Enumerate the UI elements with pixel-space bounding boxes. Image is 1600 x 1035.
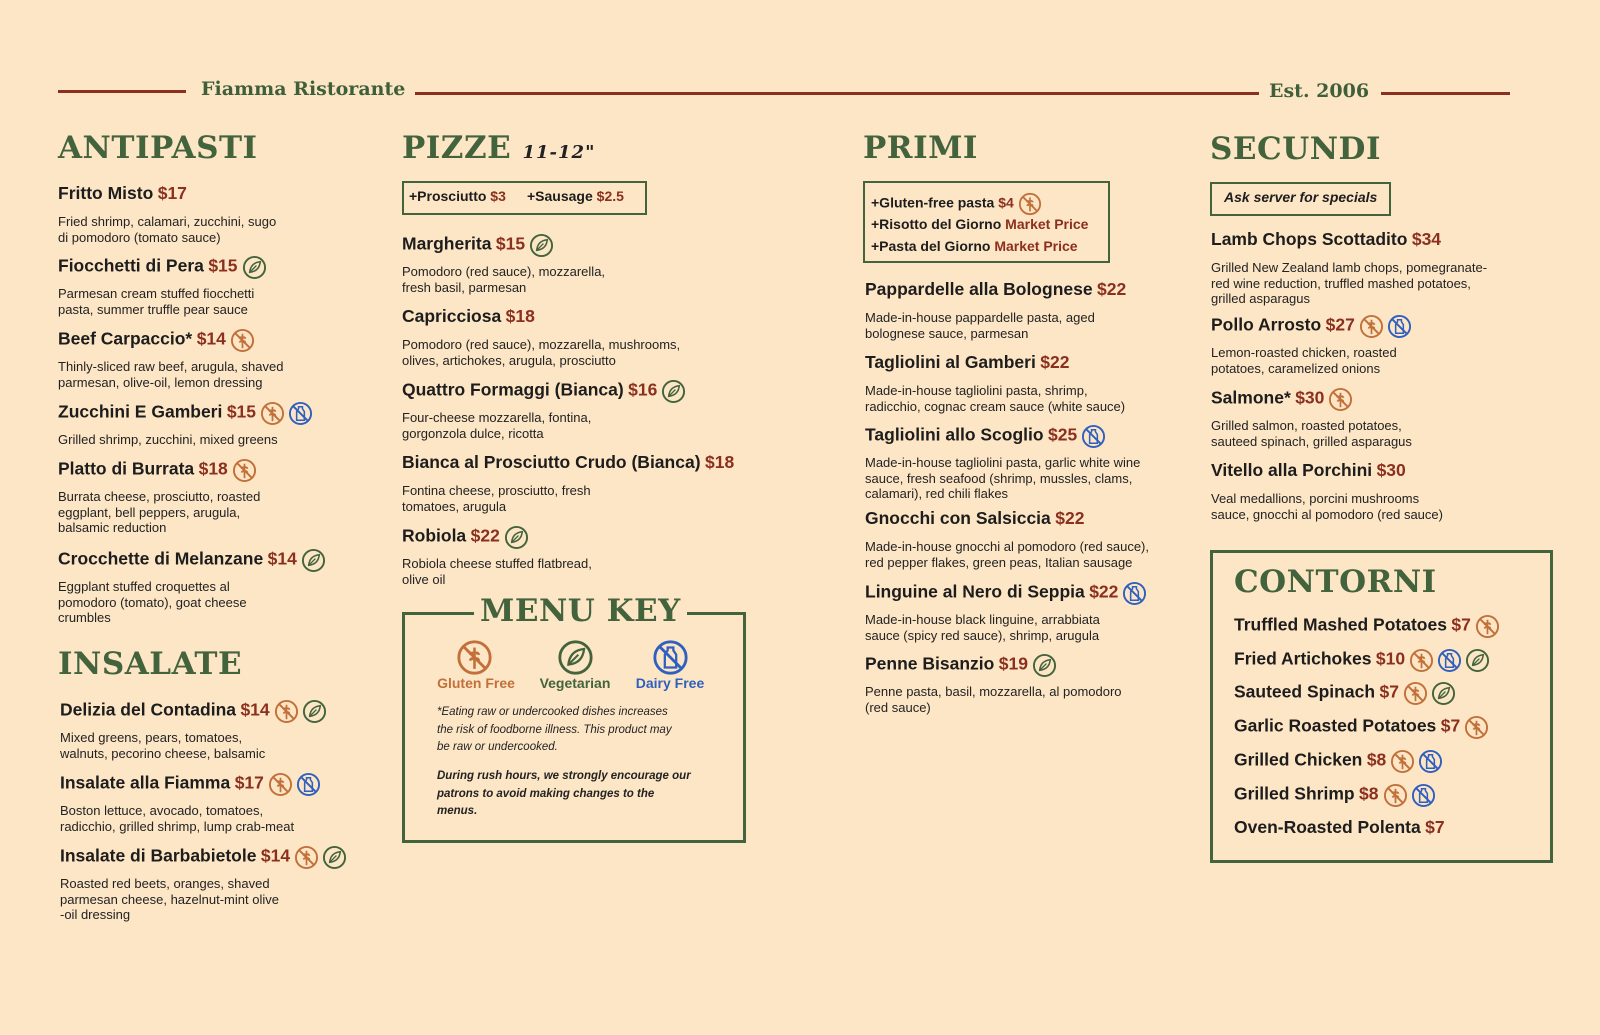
item-price: $7 xyxy=(1440,715,1461,736)
item-description: Made-in-house gnocchi al pomodoro (red sauce), red pepper flakes, green peas, Italian sausage xyxy=(865,539,1149,570)
item-description: Made-in-house tagliolini pasta, shrimp, radicchio, cognac cream sauce (white sauce) xyxy=(865,383,1126,414)
item-price: $18 xyxy=(505,306,535,326)
item-price: $22 xyxy=(1097,279,1127,299)
gluten-free-icon xyxy=(1464,715,1489,740)
gluten-free-label: Gluten Free xyxy=(437,675,515,691)
item-name: Tagliolini allo Scoglio xyxy=(865,424,1044,445)
item-description: Lemon-roasted chicken, roasted potatoes, caramelized onions xyxy=(1211,345,1397,376)
item-name: Lamb Chops Scottadito xyxy=(1211,229,1408,249)
item-price: $14 xyxy=(240,699,270,720)
item-description: Made-in-house pappardelle pasta, aged bolognese sauce, parmesan xyxy=(865,310,1095,341)
gluten-free-icon xyxy=(260,401,285,426)
item-name: Salmone* xyxy=(1211,387,1291,408)
item-name: Margherita xyxy=(402,233,492,254)
menu-item xyxy=(865,653,1057,678)
header-rule-middle xyxy=(415,92,1259,95)
gluten-free-icon xyxy=(1383,783,1408,808)
item-price: $22 xyxy=(1089,581,1119,602)
vegetarian-icon xyxy=(661,379,686,404)
item-name: Vitello alla Porchini xyxy=(1211,460,1373,480)
pizze-title: PIZZE xyxy=(402,130,512,166)
menu-item xyxy=(1211,387,1353,412)
item-diet-icons xyxy=(242,255,267,280)
item-diet-icons xyxy=(661,379,686,404)
item-name: Pappardelle alla Bolognese xyxy=(865,279,1093,299)
item-name: Tagliolini al Gamberi xyxy=(865,352,1036,372)
gluten-free-icon xyxy=(1475,614,1500,639)
item-name: Linguine al Nero di Seppia xyxy=(865,581,1085,602)
menu-key-heading: MENU KEY xyxy=(474,593,687,629)
item-name: Grilled Chicken xyxy=(1234,749,1363,770)
vegetarian-icon xyxy=(1032,653,1057,678)
menu-item xyxy=(865,581,1147,606)
pizze-addon-prosciutto: +Prosciutto $3 xyxy=(409,188,506,204)
item-diet-icons xyxy=(1403,681,1456,706)
item-description: Fontina cheese, prosciutto, fresh tomatoes, arugula xyxy=(402,483,591,514)
primi-addon-pasta-giorno: +Pasta del Giorno Market Price xyxy=(871,238,1078,254)
item-description: Robiola cheese stuffed flatbread, olive oil xyxy=(402,556,592,587)
item-price: $7 xyxy=(1451,614,1471,635)
item-description: Grilled shrimp, zucchini, mixed greens xyxy=(58,432,278,447)
item-price: $22 xyxy=(1040,352,1070,372)
item-diet-icons xyxy=(1383,783,1436,808)
item-description: Roasted red beets, oranges, shaved parmesan cheese, hazelnut-mint olive -oil dressing xyxy=(60,876,279,922)
item-diet-icons xyxy=(294,845,347,870)
primi-heading: PRIMI xyxy=(863,130,978,166)
gluten-free-icon xyxy=(1403,681,1428,706)
item-diet-icons xyxy=(1032,653,1057,678)
menu-item xyxy=(58,328,255,353)
menu-item xyxy=(1211,460,1406,481)
item-name: Fritto Misto xyxy=(58,183,154,203)
item-price: $25 xyxy=(1048,424,1078,445)
item-name: Fried Artichokes xyxy=(1234,648,1372,669)
item-description: Boston lettuce, avocado, tomatoes, radicchio, grilled shrimp, lump crab-meat xyxy=(60,803,295,834)
menu-item xyxy=(58,458,257,483)
item-name: Insalate alla Fiamma xyxy=(60,772,231,793)
menu-item xyxy=(1211,229,1441,250)
dairy-free-icon xyxy=(652,639,689,676)
item-name: Delizia del Contadina xyxy=(60,699,236,720)
item-name: Fiocchetti di Pera xyxy=(58,255,204,276)
item-description: Pomodoro (red sauce), mozzarella, mushrooms, olives, artichokes, arugula, prosciutto xyxy=(402,337,681,368)
menu-item xyxy=(1234,648,1490,673)
menu-item xyxy=(402,306,535,327)
menu-item xyxy=(60,772,321,797)
item-diet-icons xyxy=(1081,424,1106,449)
item-diet-icons xyxy=(1359,314,1412,339)
item-price: $30 xyxy=(1295,387,1325,408)
item-description: Parmesan cream stuffed fiocchetti pasta, summer truffle pear sauce xyxy=(58,286,255,317)
item-name: Oven-Roasted Polenta xyxy=(1234,817,1421,837)
item-price: $7 xyxy=(1379,681,1399,702)
item-description: Fried shrimp, calamari, zucchini, sugo di pomodoro (tomato sauce) xyxy=(58,214,277,245)
item-name: Sauteed Spinach xyxy=(1234,681,1376,702)
item-price: $16 xyxy=(628,379,658,400)
gluten-free-icon xyxy=(274,699,299,724)
item-diet-icons xyxy=(274,699,327,724)
gluten-free-icon xyxy=(230,328,255,353)
menu-item xyxy=(865,352,1069,373)
raw-food-warning: *Eating raw or undercooked dishes increases the risk of foodborne illness. This product may be raw or undercooked. xyxy=(437,706,672,753)
menu-item xyxy=(1234,749,1443,774)
dairy-free-icon xyxy=(288,401,313,426)
item-name: Platto di Burrata xyxy=(58,458,195,479)
vegetarian-icon xyxy=(322,845,347,870)
item-description: Thinly-sliced raw beef, arugula, shaved parmesan, olive-oil, lemon dressing xyxy=(58,359,284,390)
item-price: $30 xyxy=(1376,460,1406,480)
menu-item xyxy=(58,183,187,204)
item-description: Penne pasta, basil, mozzarella, al pomodoro (red sauce) xyxy=(865,684,1122,715)
gluten-free-icon xyxy=(456,639,493,676)
item-name: Bianca al Prosciutto Crudo (Bianca) xyxy=(402,452,701,472)
menu-item xyxy=(1234,783,1436,808)
specials-note: Ask server for specials xyxy=(1224,189,1378,205)
item-price: $17 xyxy=(234,772,264,793)
item-name: Robiola xyxy=(402,525,467,546)
vegetarian-icon xyxy=(529,233,554,258)
item-price: $18 xyxy=(198,458,228,479)
secundi-heading: SECUNDI xyxy=(1210,131,1381,167)
item-description: Eggplant stuffed croquettes al pomodoro (tomato), goat cheese crumbles xyxy=(58,579,247,625)
item-name: Penne Bisanzio xyxy=(865,653,995,674)
item-price: $15 xyxy=(495,233,526,254)
insalate-heading: INSALATE xyxy=(58,646,243,682)
vegetarian-icon xyxy=(1431,681,1456,706)
menu-key-vegetarian xyxy=(535,639,615,691)
item-price: $22 xyxy=(1055,508,1085,528)
item-name: Beef Carpaccio* xyxy=(58,328,193,349)
item-price: $22 xyxy=(470,525,500,546)
item-description: Made-in-house tagliolini pasta, garlic white wine sauce, fresh seafood (shrimp, mussles, clams, calamari), red chili flakes xyxy=(865,455,1141,501)
item-diet-icons xyxy=(1475,614,1500,639)
vegetarian-label: Vegetarian xyxy=(539,675,611,691)
menu-item xyxy=(865,279,1126,300)
item-name: Capricciosa xyxy=(402,306,502,326)
item-diet-icons xyxy=(1409,648,1490,673)
pizze-heading xyxy=(402,130,595,166)
dairy-free-icon xyxy=(1437,648,1462,673)
primi-addon-risotto: +Risotto del Giorno Market Price xyxy=(871,216,1089,232)
item-description: Made-in-house black linguine, arrabbiata sauce (spicy red sauce), shrimp, arugula xyxy=(865,612,1100,643)
item-price: $34 xyxy=(1411,229,1442,249)
dairy-free-label: Dairy Free xyxy=(635,675,705,691)
gluten-free-icon xyxy=(1359,314,1384,339)
menu-key-gluten-free xyxy=(436,639,516,691)
item-name: Pollo Arrosto xyxy=(1211,314,1322,335)
item-price: $14 xyxy=(267,548,297,569)
restaurant-name: Fiamma Ristorante xyxy=(201,78,406,100)
dairy-free-icon xyxy=(1418,749,1443,774)
item-name: Crocchette di Melanzane xyxy=(58,548,264,569)
item-price: $14 xyxy=(260,845,291,866)
contorni-heading: CONTORNI xyxy=(1234,564,1437,600)
item-price: $15 xyxy=(208,255,238,276)
item-price: $14 xyxy=(196,328,226,349)
menu-item xyxy=(865,424,1106,449)
menu-item xyxy=(402,379,686,404)
item-description: Grilled New Zealand lamb chops, pomegranate- red wine reduction, truffled mashed potatoes, grilled asparagus xyxy=(1211,260,1488,306)
item-diet-icons xyxy=(1390,749,1443,774)
established-year: Est. 2006 xyxy=(1269,80,1370,102)
gluten-free-icon xyxy=(294,845,319,870)
header-rule-left xyxy=(58,90,186,93)
gluten-free-icon xyxy=(1390,749,1415,774)
item-diet-icons xyxy=(504,525,529,550)
dairy-free-icon xyxy=(1387,314,1412,339)
rush-hour-note: During rush hours, we strongly encourage our patrons to avoid making changes to the menus. xyxy=(437,770,691,817)
menu-item xyxy=(60,699,327,724)
item-price: $27 xyxy=(1325,314,1355,335)
item-diet-icons xyxy=(1122,581,1147,606)
primi-addon-gluten-free-pasta: +Gluten-free pasta $4 xyxy=(871,192,1042,216)
item-price: $15 xyxy=(226,401,257,422)
vegetarian-icon xyxy=(242,255,267,280)
menu-item xyxy=(402,233,554,258)
vegetarian-icon xyxy=(302,699,327,724)
dairy-free-icon xyxy=(296,772,321,797)
vegetarian-icon xyxy=(504,525,529,550)
item-name: Insalate di Barbabietole xyxy=(60,845,257,866)
menu-key-dairy-free xyxy=(630,639,710,691)
vegetarian-icon xyxy=(301,548,326,573)
menu-item xyxy=(865,508,1084,529)
item-price: $8 xyxy=(1359,783,1379,804)
gluten-free-icon xyxy=(1328,387,1353,412)
item-diet-icons xyxy=(230,328,255,353)
dairy-free-icon xyxy=(1411,783,1436,808)
item-name: Grilled Shrimp xyxy=(1234,783,1355,804)
menu-item xyxy=(1234,681,1456,706)
vegetarian-icon xyxy=(557,639,594,676)
menu-item xyxy=(58,255,267,280)
item-price: $18 xyxy=(704,452,735,472)
menu-item xyxy=(402,525,529,550)
item-name: Gnocchi con Salsiccia xyxy=(865,508,1051,528)
item-description: Grilled salmon, roasted potatoes, sauteed spinach, grilled asparagus xyxy=(1211,418,1412,449)
item-description: Mixed greens, pears, tomatoes, walnuts, pecorino cheese, balsamic xyxy=(60,730,266,761)
menu-item xyxy=(60,845,347,870)
item-price: $17 xyxy=(157,183,187,203)
menu-item xyxy=(1234,817,1445,838)
gluten-free-icon xyxy=(268,772,293,797)
item-diet-icons xyxy=(260,401,313,426)
dairy-free-icon xyxy=(1081,424,1106,449)
item-diet-icons xyxy=(268,772,321,797)
item-diet-icons xyxy=(301,548,326,573)
item-description: Burrata cheese, prosciutto, roasted eggplant, bell peppers, arugula, balsamic reduction xyxy=(58,489,261,535)
item-price: $8 xyxy=(1366,749,1387,770)
antipasti-heading: ANTIPASTI xyxy=(58,130,258,166)
gluten-free-icon xyxy=(232,458,257,483)
menu-item xyxy=(402,452,734,473)
menu-item xyxy=(1234,715,1489,740)
item-name: Garlic Roasted Potatoes xyxy=(1234,715,1437,736)
item-price: $10 xyxy=(1375,648,1406,669)
header-rule-right xyxy=(1381,92,1510,95)
item-diet-icons xyxy=(529,233,554,258)
pizze-addon-sausage: +Sausage $2.5 xyxy=(527,188,624,204)
vegetarian-icon xyxy=(1465,648,1490,673)
item-price: $19 xyxy=(998,653,1028,674)
item-price: $7 xyxy=(1425,817,1445,837)
item-name: Truffled Mashed Potatoes xyxy=(1234,614,1447,635)
dairy-free-icon xyxy=(1122,581,1147,606)
item-diet-icons xyxy=(1328,387,1353,412)
item-description: Four-cheese mozzarella, fontina, gorgonzola dulce, ricotta xyxy=(402,410,592,441)
gluten-free-icon xyxy=(1018,192,1042,216)
item-name: Quattro Formaggi (Bianca) xyxy=(402,379,624,400)
menu-item xyxy=(1211,314,1412,339)
gluten-free-icon xyxy=(1409,648,1434,673)
pizze-size: 11-12" xyxy=(522,142,596,163)
menu-item xyxy=(58,548,326,573)
item-diet-icons xyxy=(1464,715,1489,740)
menu-item xyxy=(1234,614,1500,639)
menu-item xyxy=(58,401,313,426)
item-diet-icons xyxy=(232,458,257,483)
item-description: Pomodoro (red sauce), mozzarella, fresh basil, parmesan xyxy=(402,264,606,295)
item-name: Zucchini E Gamberi xyxy=(58,401,223,422)
item-description: Veal medallions, porcini mushrooms sauce, gnocchi al pomodoro (red sauce) xyxy=(1211,491,1443,522)
